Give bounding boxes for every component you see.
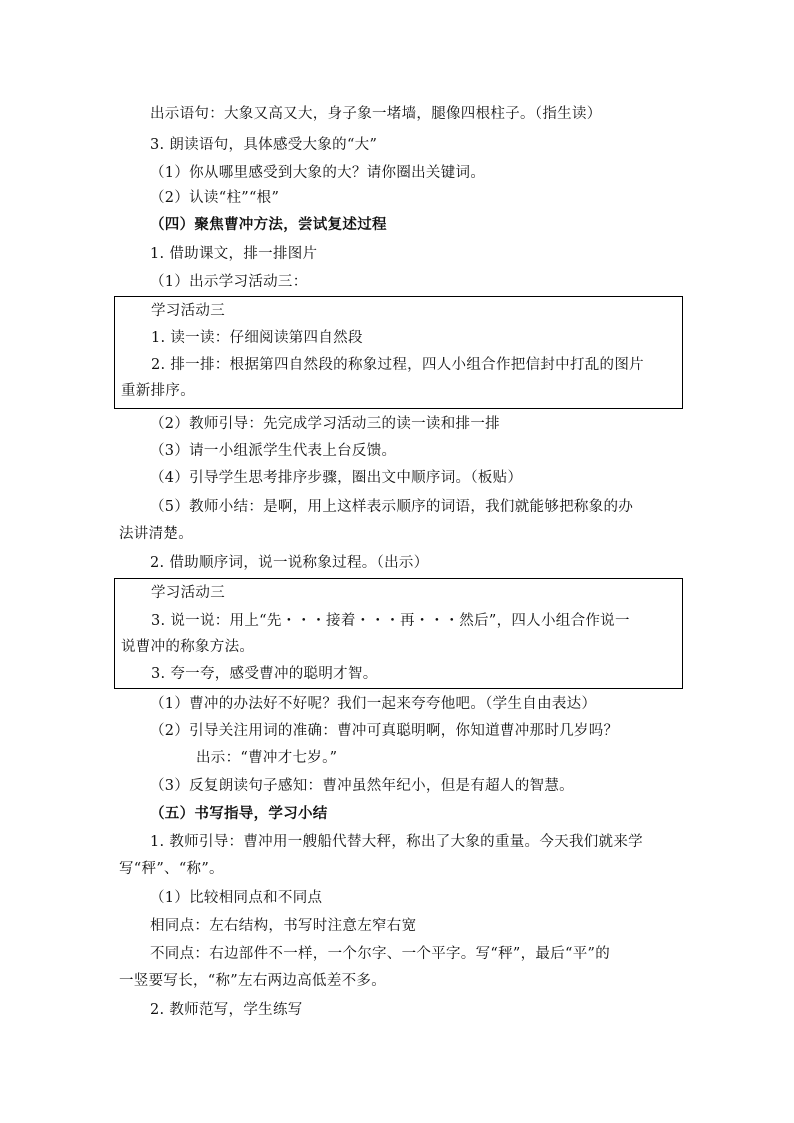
paragraph-line: 相同点：左右结构，书写时注意左窄右宽 — [150, 918, 417, 934]
activity-title: 学习活动三 — [151, 303, 225, 319]
activity-item: 说曹冲的称象方法。 — [121, 639, 255, 655]
activity-item: 1. 读一读：仔细阅读第四自然段 — [151, 330, 363, 346]
paragraph-line: （2）认读“柱”“根” — [150, 190, 280, 206]
activity-box — [114, 296, 683, 409]
paragraph-line: （1）你从哪里感受到大象的大？请你圈出关键词。 — [150, 165, 486, 181]
activity-item: 重新排序。 — [121, 383, 195, 399]
activity-title: 学习活动三 — [151, 585, 225, 601]
activity-item: 3. 夸一夸，感受曹冲的聪明才智。 — [151, 666, 378, 682]
paragraph-line: 不同点：右边部件不一样，一个尔字、一个平字。写“秤”，最后“平”的 — [150, 946, 611, 962]
paragraph-line: 2. 教师范写，学生练写 — [150, 1002, 303, 1018]
section-heading: （四）聚焦曹冲方法，尝试复述过程 — [150, 216, 387, 233]
paragraph-line: （1）曹冲的办法好不好呢？我们一起来夸夸他吧。（学生自由表达） — [150, 696, 597, 712]
paragraph-line: 出示语句：大象又高又大，身子象一堵墙，腿像四根柱子。（指生读） — [150, 106, 602, 122]
activity-box — [114, 578, 683, 689]
paragraph-line: （2）引导关注用词的准确：曹冲可真聪明啊，你知道曹冲那时几岁吗？ — [150, 723, 619, 739]
section-heading: （五）书写指导，学习小结 — [150, 805, 328, 822]
paragraph-line: （4）引导学生思考排序步骤，圈出文中顺序词。（板贴） — [150, 470, 523, 486]
paragraph-line: 法讲清楚。 — [119, 526, 193, 542]
paragraph-line: 1. 教师引导：曹冲用一艘船代替大秤，称出了大象的重量。今天我们就来学 — [150, 834, 643, 850]
paragraph-line: 出示：“曹冲才七岁。” — [196, 750, 338, 766]
paragraph-line: 2. 借助顺序词，说一说称象过程。（出示） — [150, 555, 429, 571]
paragraph-line: 一竖要写长，“称”左右两边高低差不多。 — [119, 973, 387, 989]
paragraph-line: （1）出示学习活动三： — [150, 274, 308, 290]
paragraph-line: （1）比较相同点和不同点 — [150, 890, 323, 906]
paragraph-line: （2）教师引导：先完成学习活动三的读一读和排一排 — [150, 416, 500, 432]
paragraph-line: 3. 朗读语句，具体感受大象的“大” — [150, 137, 378, 153]
paragraph-line: （3）请一小组派学生代表上台反馈。 — [150, 443, 397, 459]
activity-item: 3. 说一说：用上“先・・・接着・・・再・・・然后”，四人小组合作说一 — [151, 613, 630, 629]
paragraph-line: 写“秤”、“称”。 — [119, 861, 224, 877]
activity-item: 2. 排一排：根据第四自然段的称象过程，四人小组合作把信封中打乱的图片 — [151, 357, 644, 373]
paragraph-line: 1. 借助课文，排一排图片 — [150, 246, 318, 262]
paragraph-line: （3）反复朗读句子感知：曹冲虽然年纪小，但是有超人的智慧。 — [150, 778, 574, 794]
paragraph-line: （5）教师小结：是啊，用上这样表示顺序的词语，我们就能够把称象的办 — [150, 499, 634, 515]
